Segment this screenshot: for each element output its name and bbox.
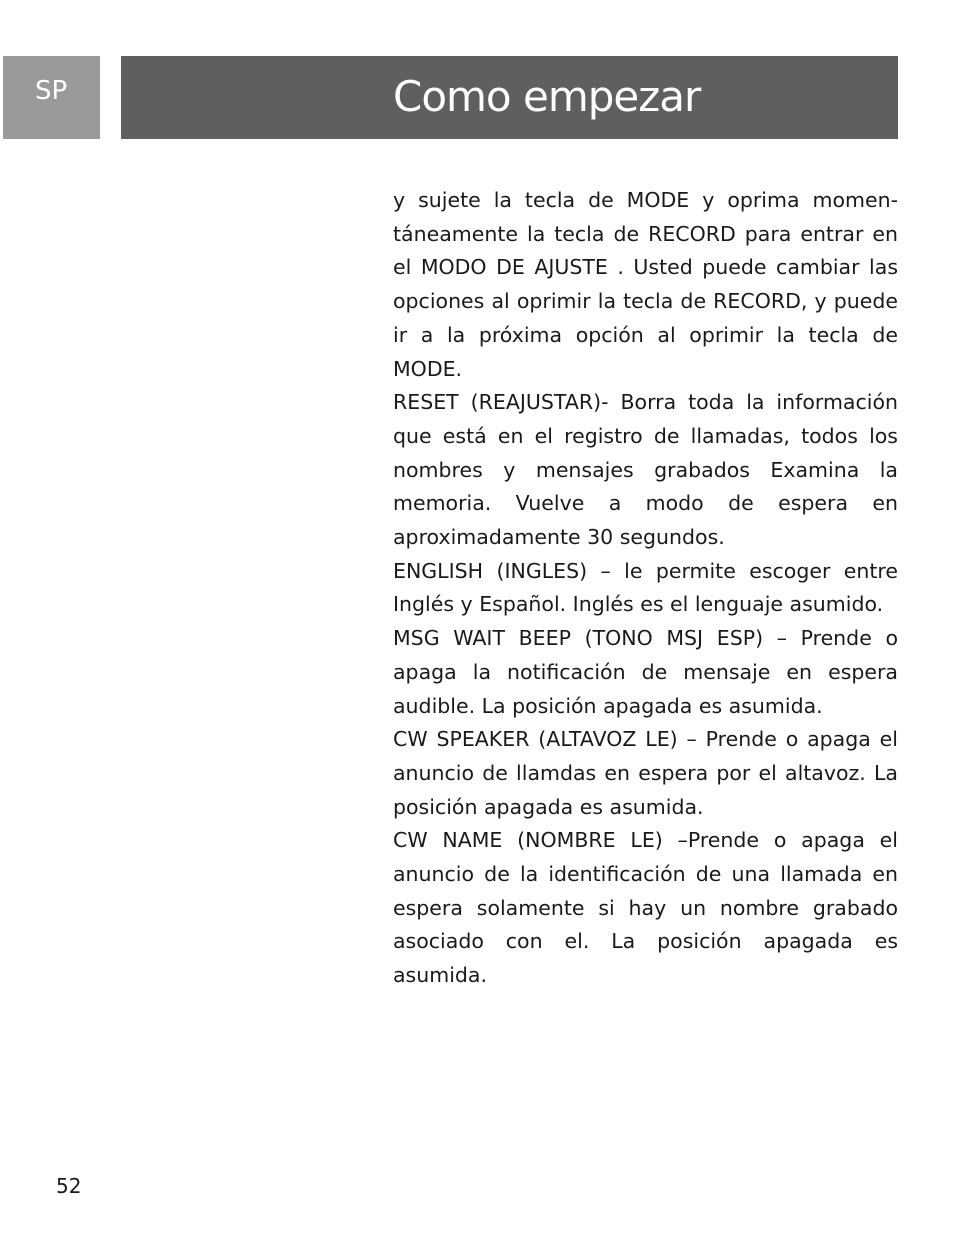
paragraph-mode-instructions: y sujete la tecla de MODE y oprima momentáneamente la tecla de RECORD para entrar en el MODO DE AJUSTE . Usted puede cambiar las opciones al oprimir la tecla de RECORD, y puede ir a la próxima opción al oprimir la tecla de MODE.	[393, 188, 898, 381]
page-number: 52	[56, 1174, 82, 1198]
paragraph-reset: RESET (REAJUSTAR)- Borra toda la información que está en el registro de llamadas, todos los nombres y mensajes grabados Examina la memoria. Vuelve a modo de espera en aproximadamente 30 segundos.	[393, 390, 898, 550]
language-tab	[3, 56, 100, 139]
language-tab-label: SP	[35, 76, 68, 106]
title-bar	[121, 56, 898, 139]
page-title: Como empezar	[393, 72, 701, 121]
paragraph-cw-name: CW NAME (NOMBRE LE) –Prende o apaga el anuncio de la identificación de una llamada en espera solamente si hay un nombre grabado asociado con el. La posición apagada es asumida.	[393, 828, 898, 988]
paragraph-msg-wait-beep: MSG WAIT BEEP (TONO MSJ ESP) – Prende o apaga la notificación de mensaje en espera audible. La posición apagada es asumida.	[393, 626, 898, 718]
paragraph-english: ENGLISH (INGLES) – le permite escoger entre Inglés y Español. Inglés es el lenguaje asumido.	[393, 558, 898, 617]
body-text	[393, 184, 898, 993]
paragraph-cw-speaker: CW SPEAKER (ALTAVOZ LE) – Prende o apaga el anuncio de llamdas en espera por el altavoz. La posición apagada es asumida.	[393, 727, 898, 819]
